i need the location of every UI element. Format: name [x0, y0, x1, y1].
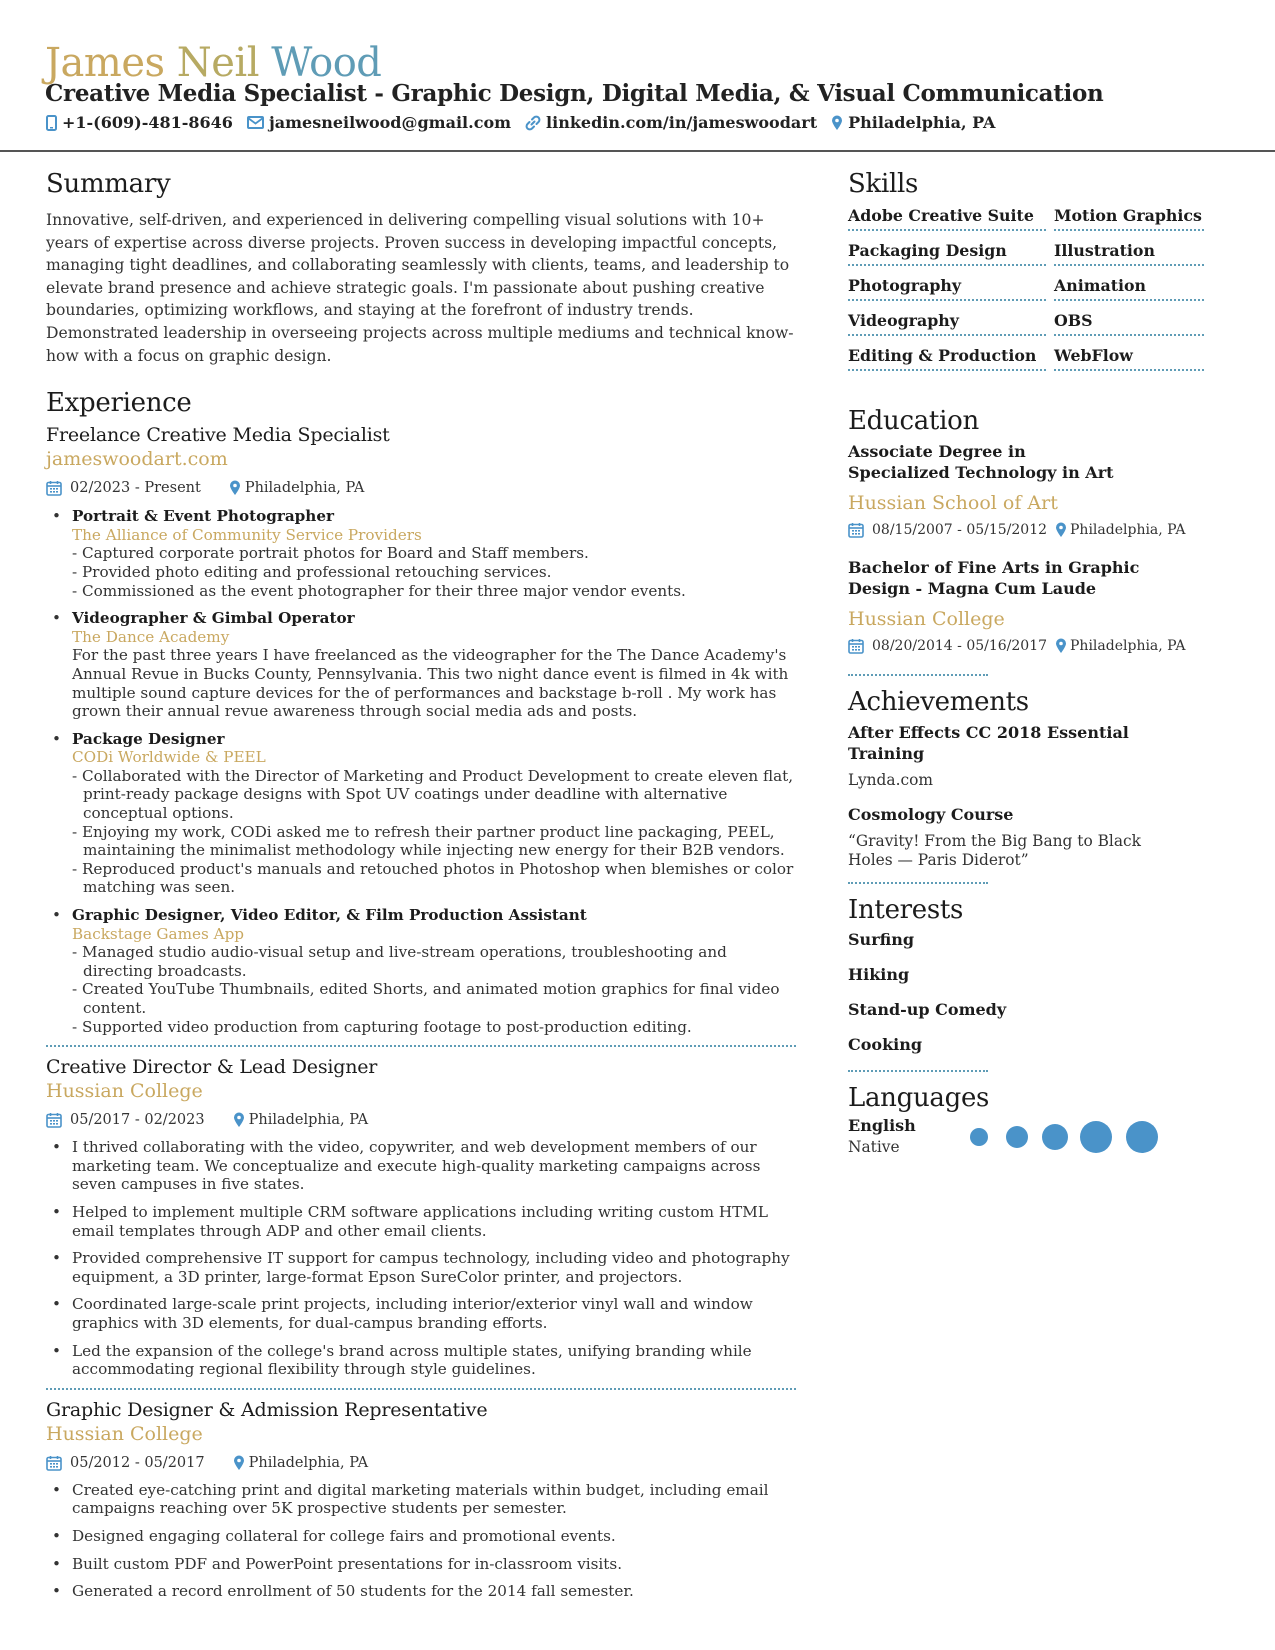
bullet-item: • Built custom PDF and PowerPoint presentations for in-classroom visits.: [72, 1555, 796, 1574]
interest-item: Hiking: [848, 965, 910, 984]
education-entry: [848, 441, 1186, 540]
job-dates: 02/2023 - Present: [70, 480, 201, 497]
role-item: [72, 730, 796, 897]
role-org: The Dance Academy: [72, 627, 230, 646]
bullet-item: • Coordinated large-scale print projects, including interior/exterior vinyl wall and window graphics with 3D elements, for dual-campus branding efforts.: [72, 1295, 796, 1332]
language-rating: [958, 1121, 1158, 1153]
calendar-icon: [46, 1455, 62, 1471]
job-location-text: Philadelphia, PA: [244, 480, 365, 497]
job-entry: [46, 423, 796, 1036]
job-location-text: Philadelphia, PA: [248, 1454, 369, 1471]
edu-location-text: Philadelphia, PA: [1070, 522, 1186, 538]
section-divider: [46, 1388, 796, 1390]
bullet-item: • Provided comprehensive IT support for campus technology, including video and photography equipment, a 3D printer, large-format Epson SureColor printer, and projectors.: [72, 1249, 796, 1286]
location-pin-icon: [233, 1455, 245, 1471]
job-meta: [46, 1110, 796, 1130]
last-name: Wood: [271, 40, 382, 86]
job-title: Graphic Designer & Admission Representative: [46, 1398, 488, 1421]
interests-list: [848, 930, 1203, 1055]
edu-location: [1055, 522, 1185, 538]
skill-item: Packaging Design: [848, 242, 1046, 266]
job-bullets: [46, 1481, 796, 1601]
section-divider: [46, 1045, 796, 1047]
job-location: [233, 1112, 369, 1128]
left-column: [46, 168, 796, 1610]
role-line: - Enjoying my work, CODi asked me to refresh their partner product line packaging, PEEL, maintaining the minimalist methodology while injecting new energy for their B2B vendors.: [72, 822, 785, 860]
interest-item: Cooking: [848, 1035, 923, 1054]
contact-linkedin[interactable]: [525, 113, 817, 132]
language-level: Native: [848, 1138, 900, 1156]
role-line: - Collaborated with the Director of Marketing and Product Development to create eleven flat, print-ready package designs with Spot UV coatings under deadline with alternative conceptual options.: [72, 766, 794, 823]
skill-item: Editing & Production: [848, 347, 1046, 371]
contact-email[interactable]: [247, 113, 511, 132]
edu-location: [1055, 638, 1185, 654]
skill-item: Motion Graphics: [1054, 207, 1204, 231]
contact-location: [831, 113, 995, 132]
edu-school: Hussian School of Art: [848, 492, 1058, 514]
interest-item: Stand-up Comedy: [848, 1000, 1007, 1019]
contact-bar: [46, 113, 995, 132]
job-org: Hussian College: [46, 1080, 203, 1103]
skill-item: Illustration: [1054, 242, 1204, 266]
rating-dot: [1080, 1121, 1112, 1153]
role-title: • Package Designer: [72, 729, 225, 748]
job-meta: [46, 1453, 796, 1473]
language-labels: [848, 1116, 958, 1157]
role-line: - Created YouTube Thumbnails, edited Shorts, and animated motion graphics for final video content.: [72, 980, 780, 1017]
skill-item: Adobe Creative Suite: [848, 207, 1046, 231]
job-bullets: [46, 1138, 796, 1379]
role-title: • Graphic Designer, Video Editor, & Film Production Assistant: [72, 906, 587, 925]
edu-dates: 08/20/2014 - 05/16/2017: [872, 638, 1048, 654]
achievements-title: Achievements: [848, 687, 1029, 717]
middle-name: Neil: [176, 40, 259, 86]
edu-meta: [848, 636, 1186, 656]
calendar-icon: [46, 1112, 62, 1128]
contact-phone[interactable]: [46, 113, 233, 132]
summary-text: Innovative, self-driven, and experienced in delivering compelling visual solutions with 10+ years of expertise across diverse projects. Proven success in developing impactful concepts, managing tight deadlines, and collaborating seamlessly with clients, teams, and leadership to elevate brand presence and achieve strategic goals. I'm passionate about pushing creative boundaries, optimizing workflows, and staying at the forefront of industry trends. Demonstrated leadership in overseeing projects across multiple mediums and technical know-how with a focus on graphic design.: [46, 211, 794, 365]
summary-title: Summary: [46, 169, 171, 199]
rating-dot: [1006, 1126, 1028, 1148]
header-divider: [0, 150, 1275, 152]
role-item: [72, 906, 796, 1036]
job-dates: 05/2012 - 05/2017: [70, 1454, 205, 1471]
job-location-text: Philadelphia, PA: [248, 1112, 369, 1129]
job-location: [229, 480, 365, 496]
location-pin-icon: [233, 1112, 245, 1128]
job-title: Creative Director & Lead Designer: [46, 1056, 378, 1079]
achievement-source: Lynda.com: [848, 771, 933, 789]
rating-dot: [970, 1128, 988, 1146]
right-column: [848, 168, 1203, 1157]
role-title: • Portrait & Event Photographer: [72, 507, 335, 526]
bullet-item: • Generated a record enrollment of 50 students for the 2014 fall semester.: [72, 1582, 796, 1601]
role-line: - Reproduced product's manuals and retouched photos in Photoshop when blemishes or color matching was seen.: [72, 859, 794, 897]
location-pin-icon: [831, 115, 843, 131]
location-pin-icon: [1055, 638, 1067, 654]
interests-title: Interests: [848, 895, 964, 925]
skill-item: OBS: [1054, 312, 1204, 336]
skill-item: Photography: [848, 277, 1046, 301]
achievement-source: “Gravity! From the Big Bang to Black Holes — Paris Diderot”: [848, 832, 1141, 869]
phone-text: +1-(609)-481-8646: [62, 113, 233, 132]
language-item: [848, 1116, 1203, 1157]
role-item: [72, 507, 796, 600]
calendar-icon: [46, 480, 62, 496]
achievement-title: Cosmology Course: [848, 805, 1014, 824]
bullet-item: • I thrived collaborating with the video, copywriter, and web development members of our marketing team. We conceptualize and execute high-quality marketing campaigns across seven campuses in five states.: [72, 1138, 796, 1194]
email-icon: [247, 116, 264, 129]
role-org: Backstage Games App: [72, 924, 245, 943]
languages-title: Languages: [848, 1083, 990, 1113]
education-entry: [848, 557, 1186, 656]
rating-dot: [1042, 1124, 1068, 1150]
job-meta: [46, 478, 796, 498]
calendar-icon: [848, 638, 864, 654]
interest-item: Surfing: [848, 930, 915, 949]
job-org: Hussian College: [46, 1422, 203, 1445]
role-line: - Captured corporate portrait photos for Board and Staff members.: [72, 544, 589, 563]
section-divider: [848, 674, 988, 676]
bullet-item: • Led the expansion of the college's brand across multiple states, unifying branding while accommodating regional flexibility through style guidelines.: [72, 1342, 796, 1379]
edu-degree: Associate Degree in Specialized Technology in Art: [848, 442, 1114, 482]
job-entry: [46, 1398, 796, 1601]
bullet-item: • Created eye-catching print and digital marketing materials within budget, including email campaigns reaching over 5K prospective students per semester.: [72, 1481, 796, 1518]
skills-grid: [848, 207, 1203, 382]
edu-dates: 08/15/2007 - 05/15/2012: [872, 522, 1048, 538]
skill-item: Videography: [848, 312, 1046, 336]
linkedin-text: linkedin.com/in/jameswoodart: [546, 113, 818, 132]
location-pin-icon: [229, 480, 241, 496]
rating-dot: [1126, 1121, 1158, 1153]
role-text: For the past three years I have freelanced as the videographer for the The Dance Academy's Annual Revue in Bucks County, Pennsylvania. This two night dance event is filmed in 4k with multiple sound capture devices for the of performances and backstage b-roll . My work has grown their annual revue awareness through social media ads and posts.: [72, 646, 789, 721]
role-org: CODi Worldwide & PEEL: [72, 748, 266, 767]
language-name: English: [848, 1116, 916, 1135]
role-line: - Managed studio audio-visual setup and live-stream operations, troubleshooting and directing broadcasts.: [72, 943, 727, 980]
bullet-item: • Designed engaging collateral for college fairs and promotional events.: [72, 1527, 796, 1546]
job-title: Freelance Creative Media Specialist: [46, 424, 390, 447]
achievement-title: After Effects CC 2018 Essential Training: [848, 723, 1129, 763]
experience-title: Experience: [46, 388, 192, 419]
location-text: Philadelphia, PA: [848, 113, 996, 132]
job-entry: [46, 1055, 796, 1379]
skill-item: Animation: [1054, 277, 1204, 301]
role-org: The Alliance of Community Service Providers: [72, 525, 422, 544]
section-divider: [848, 882, 988, 884]
job-org[interactable]: jameswoodart.com: [46, 448, 228, 471]
location-pin-icon: [1055, 522, 1067, 538]
email-text: jamesneilwood@gmail.com: [268, 113, 512, 132]
link-icon: [525, 115, 541, 131]
edu-location-text: Philadelphia, PA: [1070, 638, 1186, 654]
edu-school: Hussian College: [848, 608, 1005, 630]
phone-icon: [46, 115, 57, 131]
achievement-item: [848, 722, 1203, 790]
role-title: • Videographer & Gimbal Operator: [72, 609, 355, 628]
skill-item: WebFlow: [1054, 347, 1204, 371]
first-name: James: [45, 40, 165, 86]
education-title: Education: [848, 406, 979, 436]
achievement-item: [848, 804, 1178, 870]
role-line: - Commissioned as the event photographer for their three major vendor events.: [72, 581, 686, 600]
role-item: [72, 609, 796, 721]
skills-title: Skills: [848, 169, 919, 199]
job-dates: 05/2017 - 02/2023: [70, 1112, 205, 1129]
role-line: - Provided photo editing and professional retouching services.: [72, 562, 552, 581]
bullet-item: • Helped to implement multiple CRM software applications including writing custom HTML email templates through ADP and other email clients.: [72, 1203, 796, 1240]
headline: Creative Media Specialist - Graphic Design, Digital Media, & Visual Communication: [45, 80, 1104, 107]
job-roles: [46, 507, 796, 1036]
job-location: [233, 1455, 369, 1471]
calendar-icon: [848, 522, 864, 538]
edu-degree: Bachelor of Fine Arts in Graphic Design - Magna Cum Laude: [848, 558, 1140, 598]
edu-meta: [848, 520, 1186, 540]
role-line: - Supported video production from capturing footage to post-production editing.: [72, 1017, 692, 1036]
section-divider: [848, 1070, 988, 1072]
